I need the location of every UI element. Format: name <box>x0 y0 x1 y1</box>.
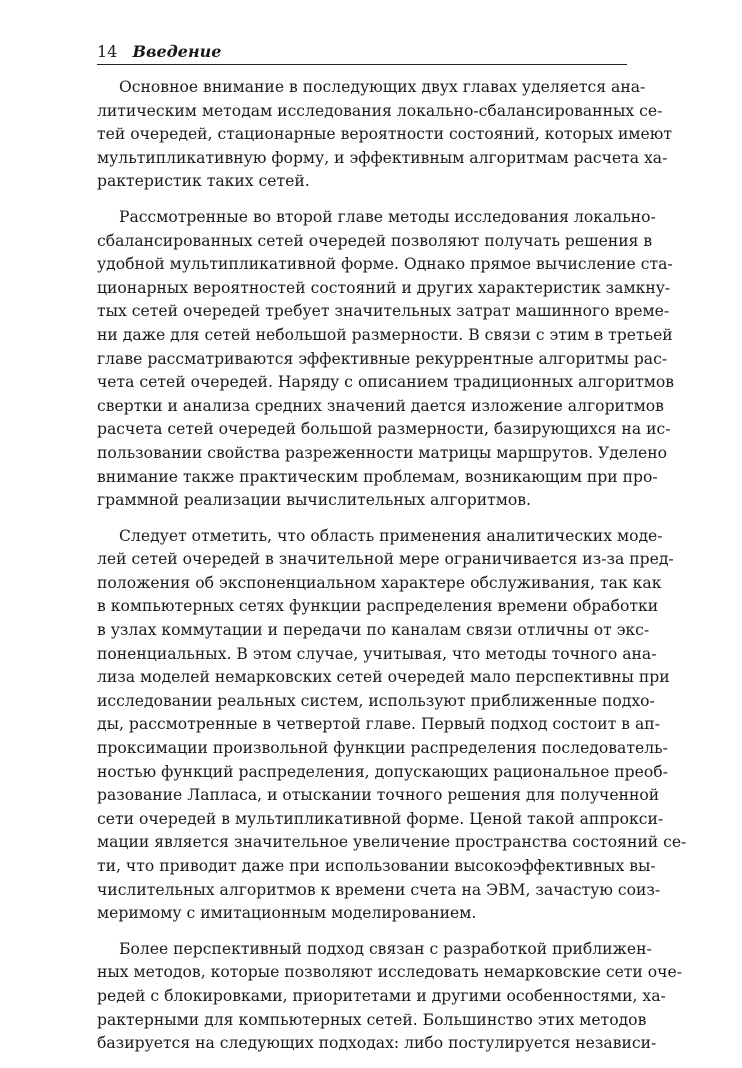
text-line: лей сетей очередей в значительной мере ограничивается из-за пред- <box>97 550 674 569</box>
text-line: редей с блокировками, приоритетами и другими особенностями, ха- <box>97 986 666 1005</box>
page-number: 14 <box>97 42 118 61</box>
text-line: базируется на следующих подходах: либо постулируется независи- <box>97 1034 657 1053</box>
text-line: лиза моделей немарковских сетей очередей мало перспективны при <box>97 668 670 687</box>
body-text <box>97 76 687 1068</box>
text-line: мультипликативную форму, и эффективным алгоритмам расчета ха- <box>97 148 668 167</box>
text-line: поненциальных. В этом случае, учитывая, что методы точного ана- <box>97 644 657 663</box>
text-line: положения об экспоненциальном характере обслуживания, так как <box>97 573 662 592</box>
paragraph <box>97 76 672 194</box>
paragraph <box>97 938 682 1056</box>
text-line: внимание также практическим проблемам, возникающим при про- <box>97 467 658 486</box>
paragraph <box>97 206 675 513</box>
text-line: исследовании реальных систем, используют приближенные подхо- <box>97 691 655 710</box>
paragraph <box>97 525 687 926</box>
text-line: чета сетей очередей. Наряду с описанием традиционных алгоритмов <box>97 373 675 392</box>
text-line: Рассмотренные во второй главе методы исследования локально- <box>119 207 656 226</box>
text-line: ностью функций распределения, допускающих рациональное преоб- <box>97 762 668 781</box>
text-line: Следует отметить, что область применения аналитических моде- <box>119 526 663 545</box>
text-line: главе рассматриваются эффективные рекуррентные алгоритмы рас- <box>97 349 668 368</box>
text-line: в компьютерных сетях функции распределения времени обработки <box>97 597 659 616</box>
text-line: пользовании свойства разреженности матрицы маршрутов. Уделено <box>97 443 668 462</box>
text-line: рактеристик таких сетей. <box>97 172 310 191</box>
text-line: сети очередей в мультипликативной форме. Ценой такой аппрокси- <box>97 809 664 828</box>
text-line: тых сетей очередей требует значительных затрат машинного време- <box>97 302 670 321</box>
text-line: мации является значительное увеличение пространства состояний се- <box>97 833 687 852</box>
text-line: ни даже для сетей небольшой размерности. В связи с этим в третьей <box>97 325 673 344</box>
text-line: свертки и анализа средних значений дается изложение алгоритмов <box>97 396 664 415</box>
text-line: Более перспективный подход связан с разработкой приближен- <box>119 939 652 958</box>
text-line: в узлах коммутации и передачи по каналам связи отличны от экс- <box>97 621 650 640</box>
text-line: ды, рассмотренные в четвертой главе. Первый подход состоит в ап- <box>97 715 660 734</box>
text-line: удобной мультипликативной форме. Однако прямое вычисление ста- <box>97 255 673 274</box>
text-line: меримому с имитационным моделированием. <box>97 904 477 923</box>
text-line: граммной реализации вычислительных алгоритмов. <box>97 491 531 510</box>
text-line: ных методов, которые позволяют исследовать немарковские сети оче- <box>97 963 682 982</box>
running-header <box>97 40 627 65</box>
text-line: литическим методам исследования локально-сбалансированных се- <box>97 101 663 120</box>
text-line: ционарных вероятностей состояний и других характеристик замкну- <box>97 278 671 297</box>
text-line: тей очередей, стационарные вероятности состояний, которых имеют <box>97 125 672 144</box>
text-line: числительных алгоритмов к времени счета на ЭВМ, зачастую соиз- <box>97 880 661 899</box>
text-line: разование Лапласа, и отыскании точного решения для полученной <box>97 786 660 805</box>
text-line: рактерными для компьютерных сетей. Большинство этих методов <box>97 1010 647 1029</box>
text-line: Основное внимание в последующих двух главах уделяется ана- <box>119 78 646 96</box>
text-line: расчета сетей очередей большой размерности, базирующихся на ис- <box>97 420 671 439</box>
text-line: проксимации произвольной функции распределения последователь- <box>97 739 668 758</box>
text-line: сбалансированных сетей очередей позволяют получать решения в <box>97 231 653 250</box>
section-title: Введение <box>132 42 222 61</box>
text-line: ти, что приводит даже при использовании высокоэффективных вы- <box>97 857 656 875</box>
